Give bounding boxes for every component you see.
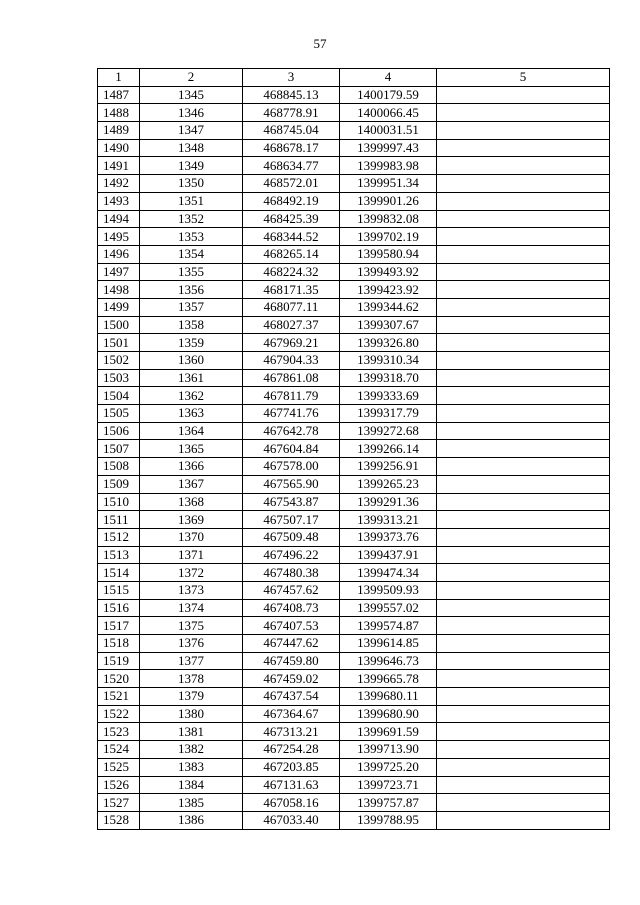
table-cell xyxy=(437,369,610,387)
table-cell xyxy=(437,528,610,546)
table-cell xyxy=(437,298,610,316)
table-cell: 1399326.80 xyxy=(340,334,437,352)
table-row xyxy=(98,422,610,440)
table-cell: 467509.48 xyxy=(243,528,340,546)
table-cell: 467407.53 xyxy=(243,617,340,635)
table-cell: 1399646.73 xyxy=(340,652,437,670)
table-row xyxy=(98,652,610,670)
table-cell: 467203.85 xyxy=(243,758,340,776)
table-row xyxy=(98,405,610,423)
table-cell: 1358 xyxy=(140,316,243,334)
table-cell: 1364 xyxy=(140,422,243,440)
table-row xyxy=(98,635,610,653)
table-cell: 1502 xyxy=(98,352,140,370)
table-cell: 1487 xyxy=(98,86,140,104)
table-cell: 1399266.14 xyxy=(340,440,437,458)
table-cell: 468265.14 xyxy=(243,245,340,263)
column-header: 2 xyxy=(140,69,243,87)
table-cell: 1352 xyxy=(140,210,243,228)
table-cell: 1523 xyxy=(98,723,140,741)
table-cell: 468572.01 xyxy=(243,175,340,193)
table-cell: 467480.38 xyxy=(243,564,340,582)
table-cell: 468492.19 xyxy=(243,192,340,210)
table-row xyxy=(98,758,610,776)
table-cell: 1399333.69 xyxy=(340,387,437,405)
table-row xyxy=(98,564,610,582)
table-cell: 1496 xyxy=(98,245,140,263)
table-cell: 1346 xyxy=(140,104,243,122)
table-cell: 467457.62 xyxy=(243,581,340,599)
table-cell: 1509 xyxy=(98,475,140,493)
table-cell xyxy=(437,617,610,635)
table-row xyxy=(98,794,610,812)
table-cell: 1399725.20 xyxy=(340,758,437,776)
table-cell xyxy=(437,493,610,511)
table-cell xyxy=(437,511,610,529)
table-cell: 1371 xyxy=(140,546,243,564)
table-cell: 1399665.78 xyxy=(340,670,437,688)
table-row xyxy=(98,458,610,476)
table-cell: 1366 xyxy=(140,458,243,476)
table-cell xyxy=(437,458,610,476)
table-cell: 1527 xyxy=(98,794,140,812)
table-cell: 1351 xyxy=(140,192,243,210)
table-cell: 1514 xyxy=(98,564,140,582)
table-row xyxy=(98,157,610,175)
table-cell: 1360 xyxy=(140,352,243,370)
table-cell: 1362 xyxy=(140,387,243,405)
table-cell: 1493 xyxy=(98,192,140,210)
table-cell: 1400179.59 xyxy=(340,86,437,104)
table-cell: 1368 xyxy=(140,493,243,511)
table-body xyxy=(98,86,610,829)
table-cell xyxy=(437,316,610,334)
table-cell: 1516 xyxy=(98,599,140,617)
table-cell: 1506 xyxy=(98,422,140,440)
table-cell: 1383 xyxy=(140,758,243,776)
coordinates-table xyxy=(97,68,610,830)
table-cell: 1379 xyxy=(140,688,243,706)
table-cell: 1384 xyxy=(140,776,243,794)
table-cell: 1399723.71 xyxy=(340,776,437,794)
table-cell: 1399313.21 xyxy=(340,511,437,529)
page-number: 57 xyxy=(313,36,327,51)
table-cell: 1522 xyxy=(98,705,140,723)
table-cell: 1505 xyxy=(98,405,140,423)
table-cell: 1349 xyxy=(140,157,243,175)
table-cell: 1399580.94 xyxy=(340,245,437,263)
table-cell: 467459.02 xyxy=(243,670,340,688)
table-cell: 467861.08 xyxy=(243,369,340,387)
table-row xyxy=(98,210,610,228)
table-cell: 468027.37 xyxy=(243,316,340,334)
table-row xyxy=(98,741,610,759)
table-cell: 467811.79 xyxy=(243,387,340,405)
table-cell: 1399265.23 xyxy=(340,475,437,493)
table-row xyxy=(98,670,610,688)
table-row xyxy=(98,369,610,387)
table-cell: 1510 xyxy=(98,493,140,511)
table-cell: 1399983.98 xyxy=(340,157,437,175)
table-row xyxy=(98,122,610,140)
table-row xyxy=(98,581,610,599)
table-cell: 1399423.92 xyxy=(340,281,437,299)
table-cell xyxy=(437,670,610,688)
table-row xyxy=(98,263,610,281)
table-cell: 1497 xyxy=(98,263,140,281)
table-cell: 1517 xyxy=(98,617,140,635)
table-cell: 1515 xyxy=(98,581,140,599)
table-cell: 1399272.68 xyxy=(340,422,437,440)
table-cell: 1377 xyxy=(140,652,243,670)
table-cell xyxy=(437,581,610,599)
table-row xyxy=(98,245,610,263)
table-cell xyxy=(437,776,610,794)
table-cell: 1492 xyxy=(98,175,140,193)
table-cell: 1356 xyxy=(140,281,243,299)
table-cell xyxy=(437,635,610,653)
table-cell: 1399493.92 xyxy=(340,263,437,281)
table-cell: 1354 xyxy=(140,245,243,263)
table-cell: 1520 xyxy=(98,670,140,688)
table-cell: 1512 xyxy=(98,528,140,546)
table-cell: 467507.17 xyxy=(243,511,340,529)
column-header: 4 xyxy=(340,69,437,87)
table-cell: 1526 xyxy=(98,776,140,794)
table-cell: 1347 xyxy=(140,122,243,140)
table-cell: 1494 xyxy=(98,210,140,228)
column-header: 5 xyxy=(437,69,610,87)
table-row xyxy=(98,316,610,334)
table-cell: 467578.00 xyxy=(243,458,340,476)
table-cell: 1399713.90 xyxy=(340,741,437,759)
table-cell: 1373 xyxy=(140,581,243,599)
table-cell: 1399344.62 xyxy=(340,298,437,316)
table-cell: 1399680.11 xyxy=(340,688,437,706)
table-cell xyxy=(437,723,610,741)
table-row xyxy=(98,192,610,210)
table-cell: 1399691.59 xyxy=(340,723,437,741)
table-cell xyxy=(437,741,610,759)
table-cell: 468745.04 xyxy=(243,122,340,140)
table-cell: 1399474.34 xyxy=(340,564,437,582)
table-cell: 467604.84 xyxy=(243,440,340,458)
table-cell: 1365 xyxy=(140,440,243,458)
table-cell: 467642.78 xyxy=(243,422,340,440)
table-row xyxy=(98,705,610,723)
table-cell: 467058.16 xyxy=(243,794,340,812)
table-cell: 1399256.91 xyxy=(340,458,437,476)
table-cell: 1399318.70 xyxy=(340,369,437,387)
table-cell: 467543.87 xyxy=(243,493,340,511)
table-cell: 468845.13 xyxy=(243,86,340,104)
table-cell: 1521 xyxy=(98,688,140,706)
table-cell: 1488 xyxy=(98,104,140,122)
table-cell: 467969.21 xyxy=(243,334,340,352)
table-cell: 1504 xyxy=(98,387,140,405)
table-cell: 1370 xyxy=(140,528,243,546)
table-cell: 1508 xyxy=(98,458,140,476)
table-cell: 1500 xyxy=(98,316,140,334)
table-cell: 1399680.90 xyxy=(340,705,437,723)
table-cell: 1498 xyxy=(98,281,140,299)
table-cell: 1386 xyxy=(140,811,243,829)
table-cell xyxy=(437,175,610,193)
table-row xyxy=(98,493,610,511)
table-cell: 468224.32 xyxy=(243,263,340,281)
table-cell: 1367 xyxy=(140,475,243,493)
table-cell: 1495 xyxy=(98,228,140,246)
table-cell xyxy=(437,245,610,263)
table-row xyxy=(98,528,610,546)
table-cell xyxy=(437,564,610,582)
table-cell: 1399307.67 xyxy=(340,316,437,334)
table-cell: 468344.52 xyxy=(243,228,340,246)
table-cell xyxy=(437,652,610,670)
table-cell xyxy=(437,228,610,246)
table-cell: 468678.17 xyxy=(243,139,340,157)
table-cell: 1372 xyxy=(140,564,243,582)
table-cell: 468171.35 xyxy=(243,281,340,299)
table-cell: 1491 xyxy=(98,157,140,175)
table-cell: 1399317.79 xyxy=(340,405,437,423)
table-cell xyxy=(437,387,610,405)
table-cell: 1399373.76 xyxy=(340,528,437,546)
table-cell: 1385 xyxy=(140,794,243,812)
table-cell: 1345 xyxy=(140,86,243,104)
table-cell: 468778.91 xyxy=(243,104,340,122)
table-row xyxy=(98,617,610,635)
table-cell: 467131.63 xyxy=(243,776,340,794)
table-cell xyxy=(437,192,610,210)
header-row xyxy=(98,69,610,87)
table-cell xyxy=(437,352,610,370)
table-cell: 468634.77 xyxy=(243,157,340,175)
table-cell: 467254.28 xyxy=(243,741,340,759)
table-row xyxy=(98,811,610,829)
table-cell xyxy=(437,688,610,706)
table-cell: 1350 xyxy=(140,175,243,193)
table-row xyxy=(98,546,610,564)
table-cell: 1489 xyxy=(98,122,140,140)
table-cell: 1519 xyxy=(98,652,140,670)
table-cell xyxy=(437,86,610,104)
table-row xyxy=(98,281,610,299)
table-cell: 1507 xyxy=(98,440,140,458)
table-row xyxy=(98,104,610,122)
table-cell: 467447.62 xyxy=(243,635,340,653)
table-cell xyxy=(437,210,610,228)
table-cell xyxy=(437,139,610,157)
table-cell: 1399614.85 xyxy=(340,635,437,653)
table-cell: 1359 xyxy=(140,334,243,352)
table-cell: 467437.54 xyxy=(243,688,340,706)
table-row xyxy=(98,86,610,104)
table-row xyxy=(98,228,610,246)
table-row xyxy=(98,175,610,193)
table-cell: 1355 xyxy=(140,263,243,281)
table-cell xyxy=(437,440,610,458)
table-cell: 1518 xyxy=(98,635,140,653)
table-row xyxy=(98,298,610,316)
table-cell: 467313.21 xyxy=(243,723,340,741)
table-cell: 1499 xyxy=(98,298,140,316)
table-row xyxy=(98,776,610,794)
table-cell xyxy=(437,546,610,564)
table-cell: 1380 xyxy=(140,705,243,723)
table-cell: 1399788.95 xyxy=(340,811,437,829)
table-cell: 1399509.93 xyxy=(340,581,437,599)
table-cell: 1399291.36 xyxy=(340,493,437,511)
table-cell: 1399557.02 xyxy=(340,599,437,617)
table-cell: 1369 xyxy=(140,511,243,529)
table-row xyxy=(98,475,610,493)
table-row xyxy=(98,352,610,370)
table-cell xyxy=(437,758,610,776)
table-cell: 1525 xyxy=(98,758,140,776)
table-row xyxy=(98,139,610,157)
column-header: 3 xyxy=(243,69,340,87)
table-cell: 1528 xyxy=(98,811,140,829)
table-cell: 467459.80 xyxy=(243,652,340,670)
table-cell: 1376 xyxy=(140,635,243,653)
table-row xyxy=(98,511,610,529)
table-cell xyxy=(437,705,610,723)
table-cell: 1399574.87 xyxy=(340,617,437,635)
table-cell: 1400066.45 xyxy=(340,104,437,122)
table-cell: 468425.39 xyxy=(243,210,340,228)
table-cell xyxy=(437,281,610,299)
table-cell xyxy=(437,104,610,122)
table-cell: 1378 xyxy=(140,670,243,688)
table-cell: 1382 xyxy=(140,741,243,759)
table-cell: 1511 xyxy=(98,511,140,529)
table-cell: 1399702.19 xyxy=(340,228,437,246)
table-cell: 467565.90 xyxy=(243,475,340,493)
table-cell: 1524 xyxy=(98,741,140,759)
table-row xyxy=(98,688,610,706)
table-cell: 1399757.87 xyxy=(340,794,437,812)
table-cell: 1490 xyxy=(98,139,140,157)
table-cell: 1503 xyxy=(98,369,140,387)
table-cell: 1363 xyxy=(140,405,243,423)
table-cell xyxy=(437,475,610,493)
table-row xyxy=(98,334,610,352)
table-cell: 1399832.08 xyxy=(340,210,437,228)
table-cell xyxy=(437,263,610,281)
table-cell xyxy=(437,122,610,140)
table-row xyxy=(98,387,610,405)
table-cell: 1353 xyxy=(140,228,243,246)
table-row xyxy=(98,440,610,458)
table-cell: 1375 xyxy=(140,617,243,635)
table-cell: 1399901.26 xyxy=(340,192,437,210)
column-header: 1 xyxy=(98,69,140,87)
table-cell xyxy=(437,599,610,617)
table-cell: 1357 xyxy=(140,298,243,316)
table-cell: 1381 xyxy=(140,723,243,741)
table-cell xyxy=(437,157,610,175)
table-cell: 1399310.34 xyxy=(340,352,437,370)
table-cell: 1399951.34 xyxy=(340,175,437,193)
table-cell: 1374 xyxy=(140,599,243,617)
table-cell: 1348 xyxy=(140,139,243,157)
table-cell: 467741.76 xyxy=(243,405,340,423)
table-row xyxy=(98,599,610,617)
table-header xyxy=(98,69,610,87)
table-cell: 468077.11 xyxy=(243,298,340,316)
table-cell: 467033.40 xyxy=(243,811,340,829)
table-cell xyxy=(437,811,610,829)
table-cell: 1361 xyxy=(140,369,243,387)
table-cell: 1399997.43 xyxy=(340,139,437,157)
table-cell: 1400031.51 xyxy=(340,122,437,140)
table-cell: 467496.22 xyxy=(243,546,340,564)
table-cell: 467364.67 xyxy=(243,705,340,723)
table-cell xyxy=(437,334,610,352)
table-row xyxy=(98,723,610,741)
table-cell xyxy=(437,794,610,812)
table-cell: 467408.73 xyxy=(243,599,340,617)
table-cell xyxy=(437,422,610,440)
table-cell: 1513 xyxy=(98,546,140,564)
table-cell xyxy=(437,405,610,423)
table-cell: 1399437.91 xyxy=(340,546,437,564)
table-cell: 1501 xyxy=(98,334,140,352)
table-cell: 467904.33 xyxy=(243,352,340,370)
